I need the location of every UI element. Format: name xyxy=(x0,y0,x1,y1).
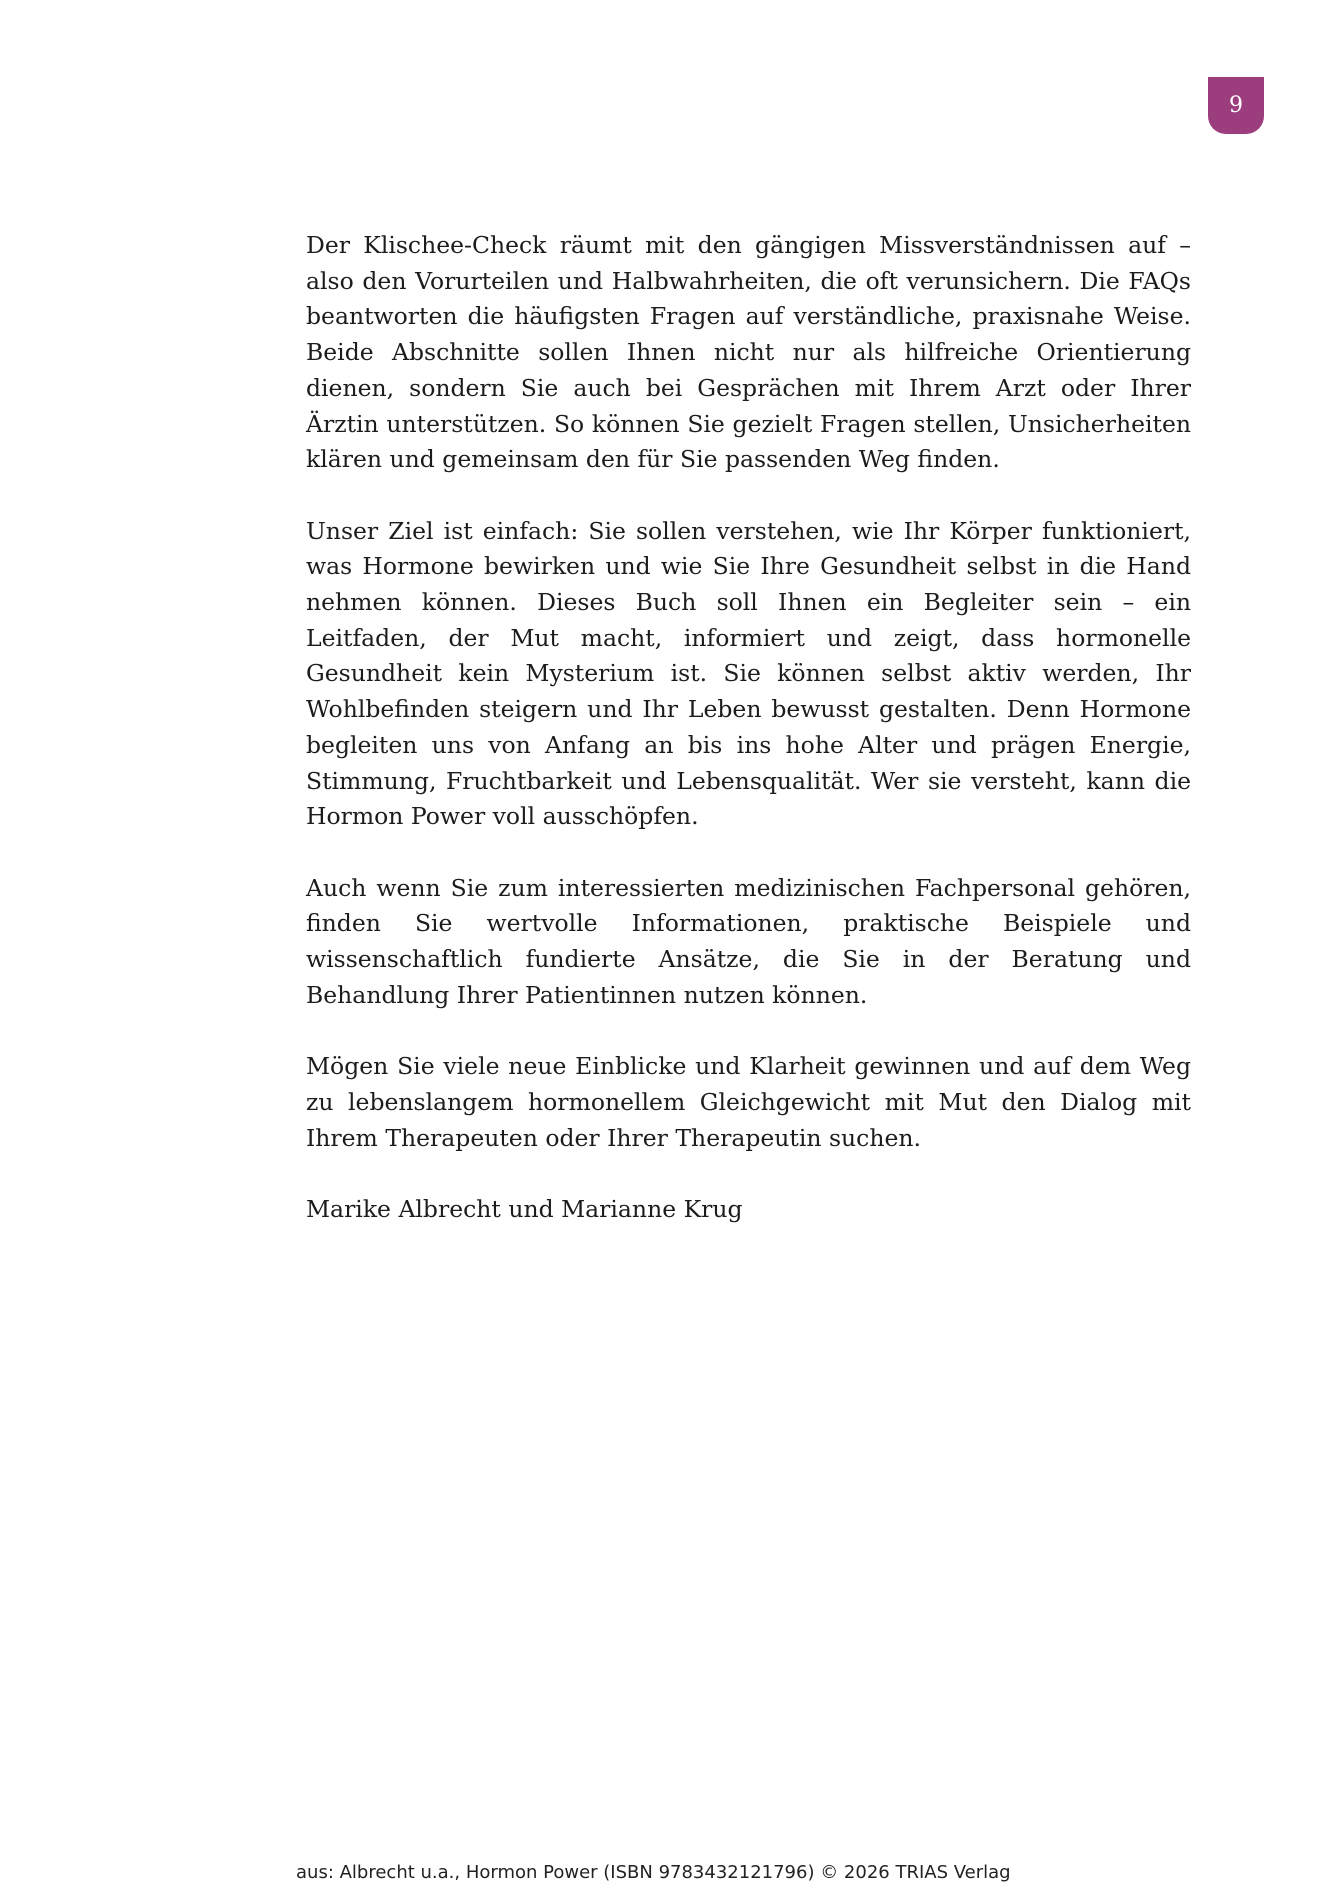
author-signature: Marike Albrecht und Marianne Krug xyxy=(306,1194,743,1223)
page-number-tab xyxy=(1208,77,1264,134)
paragraph-1: Der Klischee-Check räumt mit den gängigen Missverständnissen auf – also den Vorurteilen und Halbwahrheiten, die oft verunsichern. Die FAQs beantworten die häufigsten Fragen auf verständliche, praxisnahe Weise. Beide Abschnitte sollen Ihnen nicht nur als hilfreiche Orientierung dienen, sondern Sie auch bei Gesprächen mit Ihrem Arzt oder Ihrer Ärztin unterstützen. So können Sie gezielt Fragen stellen, Unsicherheiten klären und gemeinsam den für Sie passenden Weg finden. xyxy=(306,231,1191,474)
paragraph-3: Auch wenn Sie zum interessierten medizinischen Fachpersonal gehören, finden Sie wertvolle Informationen, praktische Beispiele und wissenschaftlich fundierte Ansätze, die Sie in der Beratung und Behandlung Ihrer Patientinnen nutzen können. xyxy=(306,873,1191,1009)
paragraph-2: Unser Ziel ist einfach: Sie sollen verstehen, wie Ihr Körper funktioniert, was Hormone bewirken und wie Sie Ihre Gesundheit selbst in die Hand nehmen können. Dieses Buch soll Ihnen ein Begleiter sein – ein Leitfaden, der Mut macht, informiert und zeigt, dass hormonelle Gesundheit kein Mysterium ist. Sie können selbst aktiv werden, Ihr Wohlbefinden steigern und Ihr Leben bewusst gestalten. Denn Hormone begleiten uns von Anfang an bis ins hohe Alter und prägen Energie, Stimmung, Fruchtbarkeit und Lebensqualität. Wer sie versteht, kann die Hormon Power voll ausschöpfen. xyxy=(306,516,1191,831)
page-number: 9 xyxy=(1229,92,1243,118)
paragraph-4: Mögen Sie viele neue Einblicke und Klarheit gewinnen und auf dem Weg zu lebenslangem hormonellem Gleichgewicht mit Mut den Dialog mit Ihrem Therapeuten oder Ihrer Therapeutin suchen. xyxy=(306,1052,1191,1152)
footer-credit: aus: Albrecht u.a., Hormon Power (ISBN 9783432121796) © 2026 TRIAS Verlag xyxy=(296,1862,1011,1883)
main-text xyxy=(306,228,1191,1263)
